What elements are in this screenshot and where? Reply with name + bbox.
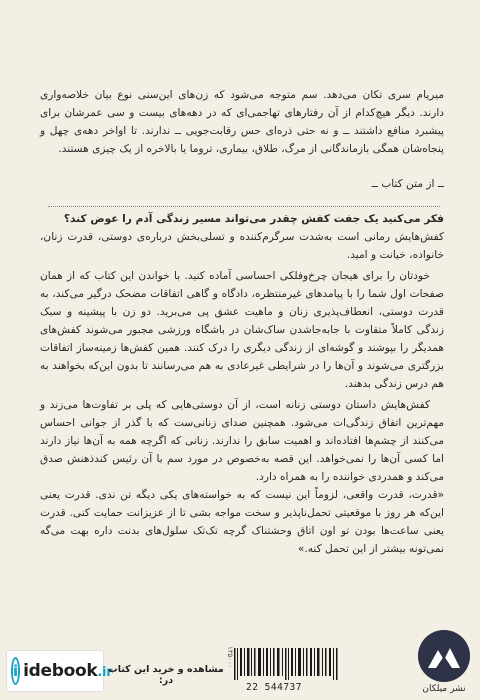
barcode-number: 22 544737 xyxy=(246,682,302,693)
logo-word: idebook xyxy=(23,661,98,681)
publisher-logo-icon xyxy=(418,630,470,682)
description-lead: فکر می‌کنید یک جفت کفش چقدر می‌تواند مسیر زندگی آدم را عوض کند؟ xyxy=(63,213,444,225)
excerpt-source: ــ از متن کتاب ــ xyxy=(371,178,444,190)
closing-quote-text: «قدرت، قدرت واقعی، لزوماً این نیست که به خواسته‌های یکی دیگه تن ندی. قدرت یعنی این‌که هر روز با موقعیتی تحمل‌ناپذیر و سخت مواجه بشی تا از عزیزانت حمایت کنی. قدرت یعنی ساعت‌ها بودن تو اون اتاق وحشتناک گرچه تک‌تک سلول‌های بدنت داره بهت می‌گه نمی‌تونه بیشتر از این تحمل کنه.» xyxy=(40,489,444,555)
idebook-logo-icon: i xyxy=(11,657,20,685)
logo-tld: .ir xyxy=(97,665,113,680)
promo-text[interactable]: مشاهده و خرید این کتاب در: xyxy=(108,664,224,686)
publisher-name: نشر میلکان xyxy=(422,684,466,694)
dotted-divider xyxy=(48,206,440,207)
idebook-logo-text xyxy=(23,661,112,681)
description-paragraph-3: کفش‌هایش داستان دوستی زنانه است، از آن دوستی‌هایی که پلی بر تفاوت‌ها می‌زند و مهم‌ترین اتفاق زندگی‌ات می‌شود. همچنین صدای زنانی‌ست که با گذر از جوانی احساس می‌کنند از چشم‌ها افتاده‌اند و اهمیت سابق را ندارند. زنانی که اگرچه همه به آن‌ها نیاز دارند اما کسی آن‌ها را نمی‌خواهد. این قصه به‌خصوص در مورد سم با آن رئیس کندذهنش صدق می‌کند و همدردی خواننده را به همراه دارد. xyxy=(40,399,444,483)
excerpt-text: میریام سری تکان می‌دهد. سم متوجه می‌شود که زن‌های این‌سنی نوع بیان خلاصه‌واری دارند. دیگر هیچ‌کدام از آن رفتارهای تهاجمی‌ای که در دهه‌های بیست و سی عمرشان برای پیشبرد منافع داشتند ــ و نه حتی ذره‌ای حس رقابت‌جویی ــ ندارند. تا اواخر دهه‌ی چهل و پنجاه‌شان همگی بازماندگانی از مرگ، طلاق، بیماری، تروما یا بالاخره از یک چیزی هستند. xyxy=(40,89,444,155)
book-description xyxy=(40,210,444,489)
barcode xyxy=(232,648,342,680)
closing-quote xyxy=(40,486,444,558)
book-excerpt xyxy=(40,86,444,158)
description-paragraph-1: کفش‌هایش رمانی است به‌شدت سرگرم‌کننده و تسلی‌بخش درباره‌ی دوستی، قدرت زنان، خانواده، خیانت و امید. xyxy=(40,231,444,261)
description-paragraph-2: خودتان را برای هیجان چرخ‌وفلکی احساسی آماده کنید. با خواندن این کتاب که از همان صفحات اول شما را با پیامدهای غیرمنتظره، دادگاه و گاهی اتفاقات مضحک درگیر می‌کند، به قدرت دوستی، انعطاف‌پذیری زنان و ماهیت عشق پی می‌برید. دو زن با پیشینه و سبک زندگی کاملاً متفاوت با جابه‌جاشدن ساک‌شان در باشگاه ورزشی مجبور می‌شوند کفش‌های همدیگر را بپوشند و گوشه‌ای از زندگی دیگری را درک کنند. همین کفش‌ها زمینه‌ساز اتفاقات بزرگتری می‌شوند و آن‌ها را در شرایطی غیرعادی به هم می‌رسانند تا بدون این‌که بخواهند به هم درس زندگی بدهند. xyxy=(40,270,444,390)
idebook-logo[interactable] xyxy=(6,650,113,692)
price-text: ۱۳۵۰۰۰ xyxy=(226,646,234,669)
